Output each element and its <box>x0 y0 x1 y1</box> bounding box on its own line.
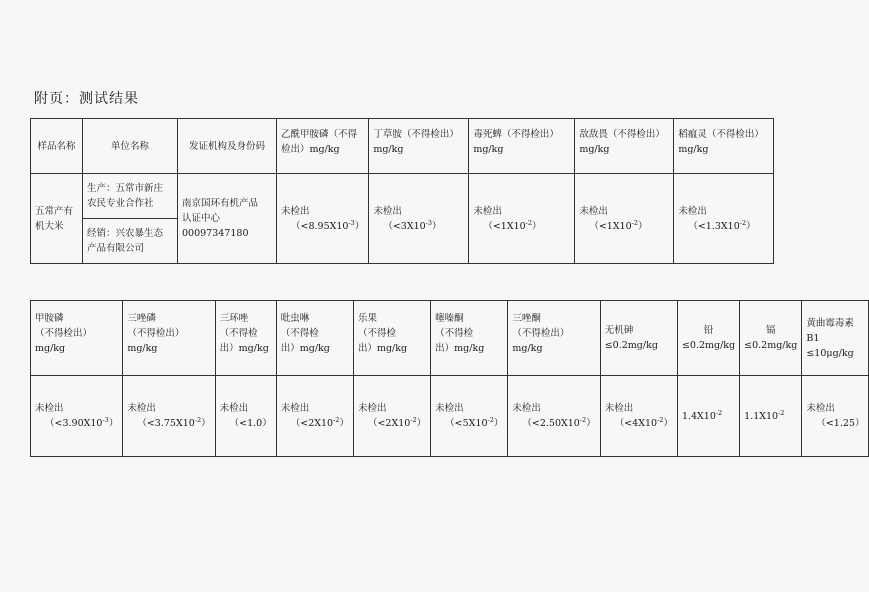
header-acephate-line1: 乙酰甲胺磷（不得 <box>281 129 358 140</box>
header-unit-name: 单位名称 <box>83 119 178 174</box>
header-buprofezin <box>431 301 508 376</box>
header-imidacloprid-line1: 吡虫啉 <box>280 313 310 324</box>
header-isoprothiolane <box>674 119 774 174</box>
sample-line1: 五常产有 <box>35 205 74 217</box>
header-triadimefon <box>508 301 600 376</box>
seller-line2: 产品有限公司 <box>87 243 145 254</box>
value-methamidophos-limit: $(<3.90X10^{-3})$ <box>45 415 119 429</box>
value-cadmium-status: $1.1X10^{-2}$ <box>744 408 785 422</box>
seller-line1: 经销：兴农暴生态 <box>87 228 164 239</box>
header-acephate-line2: 检出）mg/kg <box>281 144 340 155</box>
header-inorganic-arsenic-line2: ≤0.2mg/kg <box>604 340 658 351</box>
header-tricyclazole-line2: （不得检 <box>219 328 258 339</box>
cell-sample-name <box>31 174 83 264</box>
value-acephate-limit: $(<8.95X10^{-3})$ <box>291 218 365 232</box>
value-aflatoxin-b1-status: 未检出 <box>806 403 835 414</box>
cell-cert-body <box>178 174 277 264</box>
header-lead-line2: ≤0.2mg/kg <box>681 340 736 351</box>
table1-data-row <box>31 174 774 219</box>
header-triadimefon-line2: （不得检出） <box>512 328 570 339</box>
cell-seller <box>83 219 178 264</box>
value-imidacloprid <box>276 376 353 457</box>
value-buprofezin-status: 未检出 <box>435 403 464 414</box>
value-methamidophos <box>31 376 123 457</box>
header-triazophos-line2: （不得检出） <box>127 328 185 339</box>
value-dimethoate-status: 未检出 <box>357 403 387 414</box>
value-lead <box>677 376 739 457</box>
header-cadmium-line2: ≤0.2mg/kg <box>744 340 798 351</box>
header-dichlorvos-line2: mg/kg <box>579 144 610 155</box>
value-imidacloprid-limit: $(<2X10^{-2})$ <box>290 415 349 429</box>
value-triadimefon-limit: $(<2.50X10^{-2})$ <box>522 415 596 429</box>
header-inorganic-arsenic <box>600 301 677 376</box>
header-lead <box>677 301 739 376</box>
table2-header-row <box>31 301 869 376</box>
value-acephate <box>277 174 369 264</box>
value-tricyclazole <box>215 376 276 457</box>
value-isoprothiolane-status: 未检出 <box>678 205 707 217</box>
value-inorganic-arsenic-status: 未检出 <box>604 403 634 414</box>
value-dimethoate <box>353 376 430 457</box>
header-imidacloprid <box>276 301 353 376</box>
results-table-1 <box>30 118 774 264</box>
header-triadimefon-line1: 三唑酮 <box>512 313 541 324</box>
value-cadmium <box>740 376 802 457</box>
header-buprofezin-line3: 出）mg/kg <box>435 343 485 354</box>
header-buprofezin-line2: （不得检 <box>435 328 474 339</box>
cert-line2: 认证中心 <box>182 213 221 224</box>
header-chlorpyrifos <box>469 119 575 174</box>
header-triazophos-line1: 三唑磷 <box>127 313 156 324</box>
header-methamidophos <box>31 301 123 376</box>
header-dichlorvos-line1: 敌敌畏（不得检出） <box>579 129 665 140</box>
cert-line1: 南京国环有机产品 <box>182 198 259 209</box>
results-table-2 <box>30 300 869 457</box>
value-chlorpyrifos-limit: $(<1X10^{-2})$ <box>483 218 542 232</box>
header-acephate <box>277 119 369 174</box>
header-inorganic-arsenic-line1: 无机砷 <box>604 325 634 336</box>
header-butachlor <box>369 119 469 174</box>
value-imidacloprid-status: 未检出 <box>280 403 310 414</box>
header-cadmium <box>740 301 802 376</box>
value-dichlorvos-status: 未检出 <box>579 205 608 217</box>
value-isoprothiolane <box>674 174 774 264</box>
header-dimethoate-line2: （不得检 <box>357 328 396 339</box>
header-cadmium-line1: 镉 <box>765 325 776 336</box>
value-chlorpyrifos <box>469 174 575 264</box>
header-sample-name: 样品名称 <box>31 119 83 174</box>
cell-producer <box>83 174 178 219</box>
value-tricyclazole-limit: （<1.0） <box>229 418 272 429</box>
value-inorganic-arsenic <box>600 376 677 457</box>
value-isoprothiolane-limit: $(<1.3X10^{-2})$ <box>688 218 756 232</box>
header-dimethoate <box>353 301 430 376</box>
header-tricyclazole-line3: 出）mg/kg <box>219 343 269 354</box>
header-triadimefon-line3: mg/kg <box>512 343 543 354</box>
value-butachlor-limit: $(<3X10^{-3})$ <box>383 218 442 232</box>
value-triazophos-status: 未检出 <box>127 403 156 414</box>
header-triazophos-line3: mg/kg <box>127 343 158 354</box>
value-dichlorvos <box>575 174 674 264</box>
header-imidacloprid-line2: （不得检 <box>280 328 319 339</box>
value-butachlor <box>369 174 469 264</box>
header-butachlor-line1: 丁草胺（不得检出） <box>373 129 459 140</box>
value-acephate-status: 未检出 <box>281 205 310 217</box>
value-aflatoxin-b1-limit: （<1.25） <box>816 418 865 429</box>
header-dimethoate-line1: 乐果 <box>357 313 377 324</box>
value-dimethoate-limit: $(<2X10^{-2})$ <box>367 415 427 429</box>
producer-line2: 农民专业合作社 <box>87 198 154 209</box>
cert-id: 00097347180 <box>182 228 249 239</box>
header-methamidophos-line1: 甲胺磷 <box>35 313 64 324</box>
value-aflatoxin-b1 <box>802 376 869 457</box>
value-chlorpyrifos-status: 未检出 <box>473 205 502 217</box>
header-chlorpyrifos-line2: mg/kg <box>473 144 504 155</box>
header-lead-line1: 铅 <box>703 325 714 336</box>
value-butachlor-status: 未检出 <box>373 205 402 217</box>
header-tricyclazole-line1: 三环唑 <box>219 313 249 324</box>
value-buprofezin-limit: $(<5X10^{-2})$ <box>445 415 504 429</box>
table1-header-row <box>31 119 774 174</box>
header-aflatoxin-b1-line2: ≤10μg/kg <box>806 347 854 359</box>
header-isoprothiolane-line1: 稻瘟灵（不得检出） <box>678 129 764 140</box>
header-triazophos <box>123 301 215 376</box>
header-butachlor-line2: mg/kg <box>373 144 404 155</box>
value-methamidophos-status: 未检出 <box>35 403 64 414</box>
value-tricyclazole-status: 未检出 <box>219 403 249 414</box>
page-title: 附页：测试结果 <box>34 91 139 107</box>
value-triadimefon-status: 未检出 <box>512 403 541 414</box>
header-methamidophos-line2: （不得检出） <box>35 328 93 339</box>
table2-value-row <box>31 376 869 457</box>
header-cert-body: 发证机构及身份码 <box>178 119 277 174</box>
header-dimethoate-line3: 出）mg/kg <box>357 343 408 354</box>
header-isoprothiolane-line2: mg/kg <box>678 144 709 155</box>
value-triadimefon <box>508 376 600 457</box>
header-aflatoxin-b1-line1: 黄曲霉毒素B1 <box>806 317 854 344</box>
header-buprofezin-line1: 噻嗪酮 <box>435 313 464 324</box>
value-triazophos <box>123 376 215 457</box>
value-inorganic-arsenic-limit: $(<4X10^{-2})$ <box>614 415 673 429</box>
header-dichlorvos <box>575 119 674 174</box>
header-tricyclazole <box>215 301 276 376</box>
header-imidacloprid-line3: 出）mg/kg <box>280 343 330 354</box>
value-lead-status: $1.4X10^{-2}$ <box>681 408 723 422</box>
value-triazophos-limit: $(<3.75X10^{-2})$ <box>137 415 211 429</box>
header-methamidophos-line3: mg/kg <box>35 343 66 354</box>
value-dichlorvos-limit: $(<1X10^{-2})$ <box>589 218 648 232</box>
producer-line1: 生产：五常市新庄 <box>87 183 164 194</box>
header-chlorpyrifos-line1: 毒死蜱（不得检出） <box>473 129 559 140</box>
header-aflatoxin-b1 <box>802 301 869 376</box>
value-buprofezin <box>431 376 508 457</box>
sample-line2: 机大米 <box>35 220 64 232</box>
